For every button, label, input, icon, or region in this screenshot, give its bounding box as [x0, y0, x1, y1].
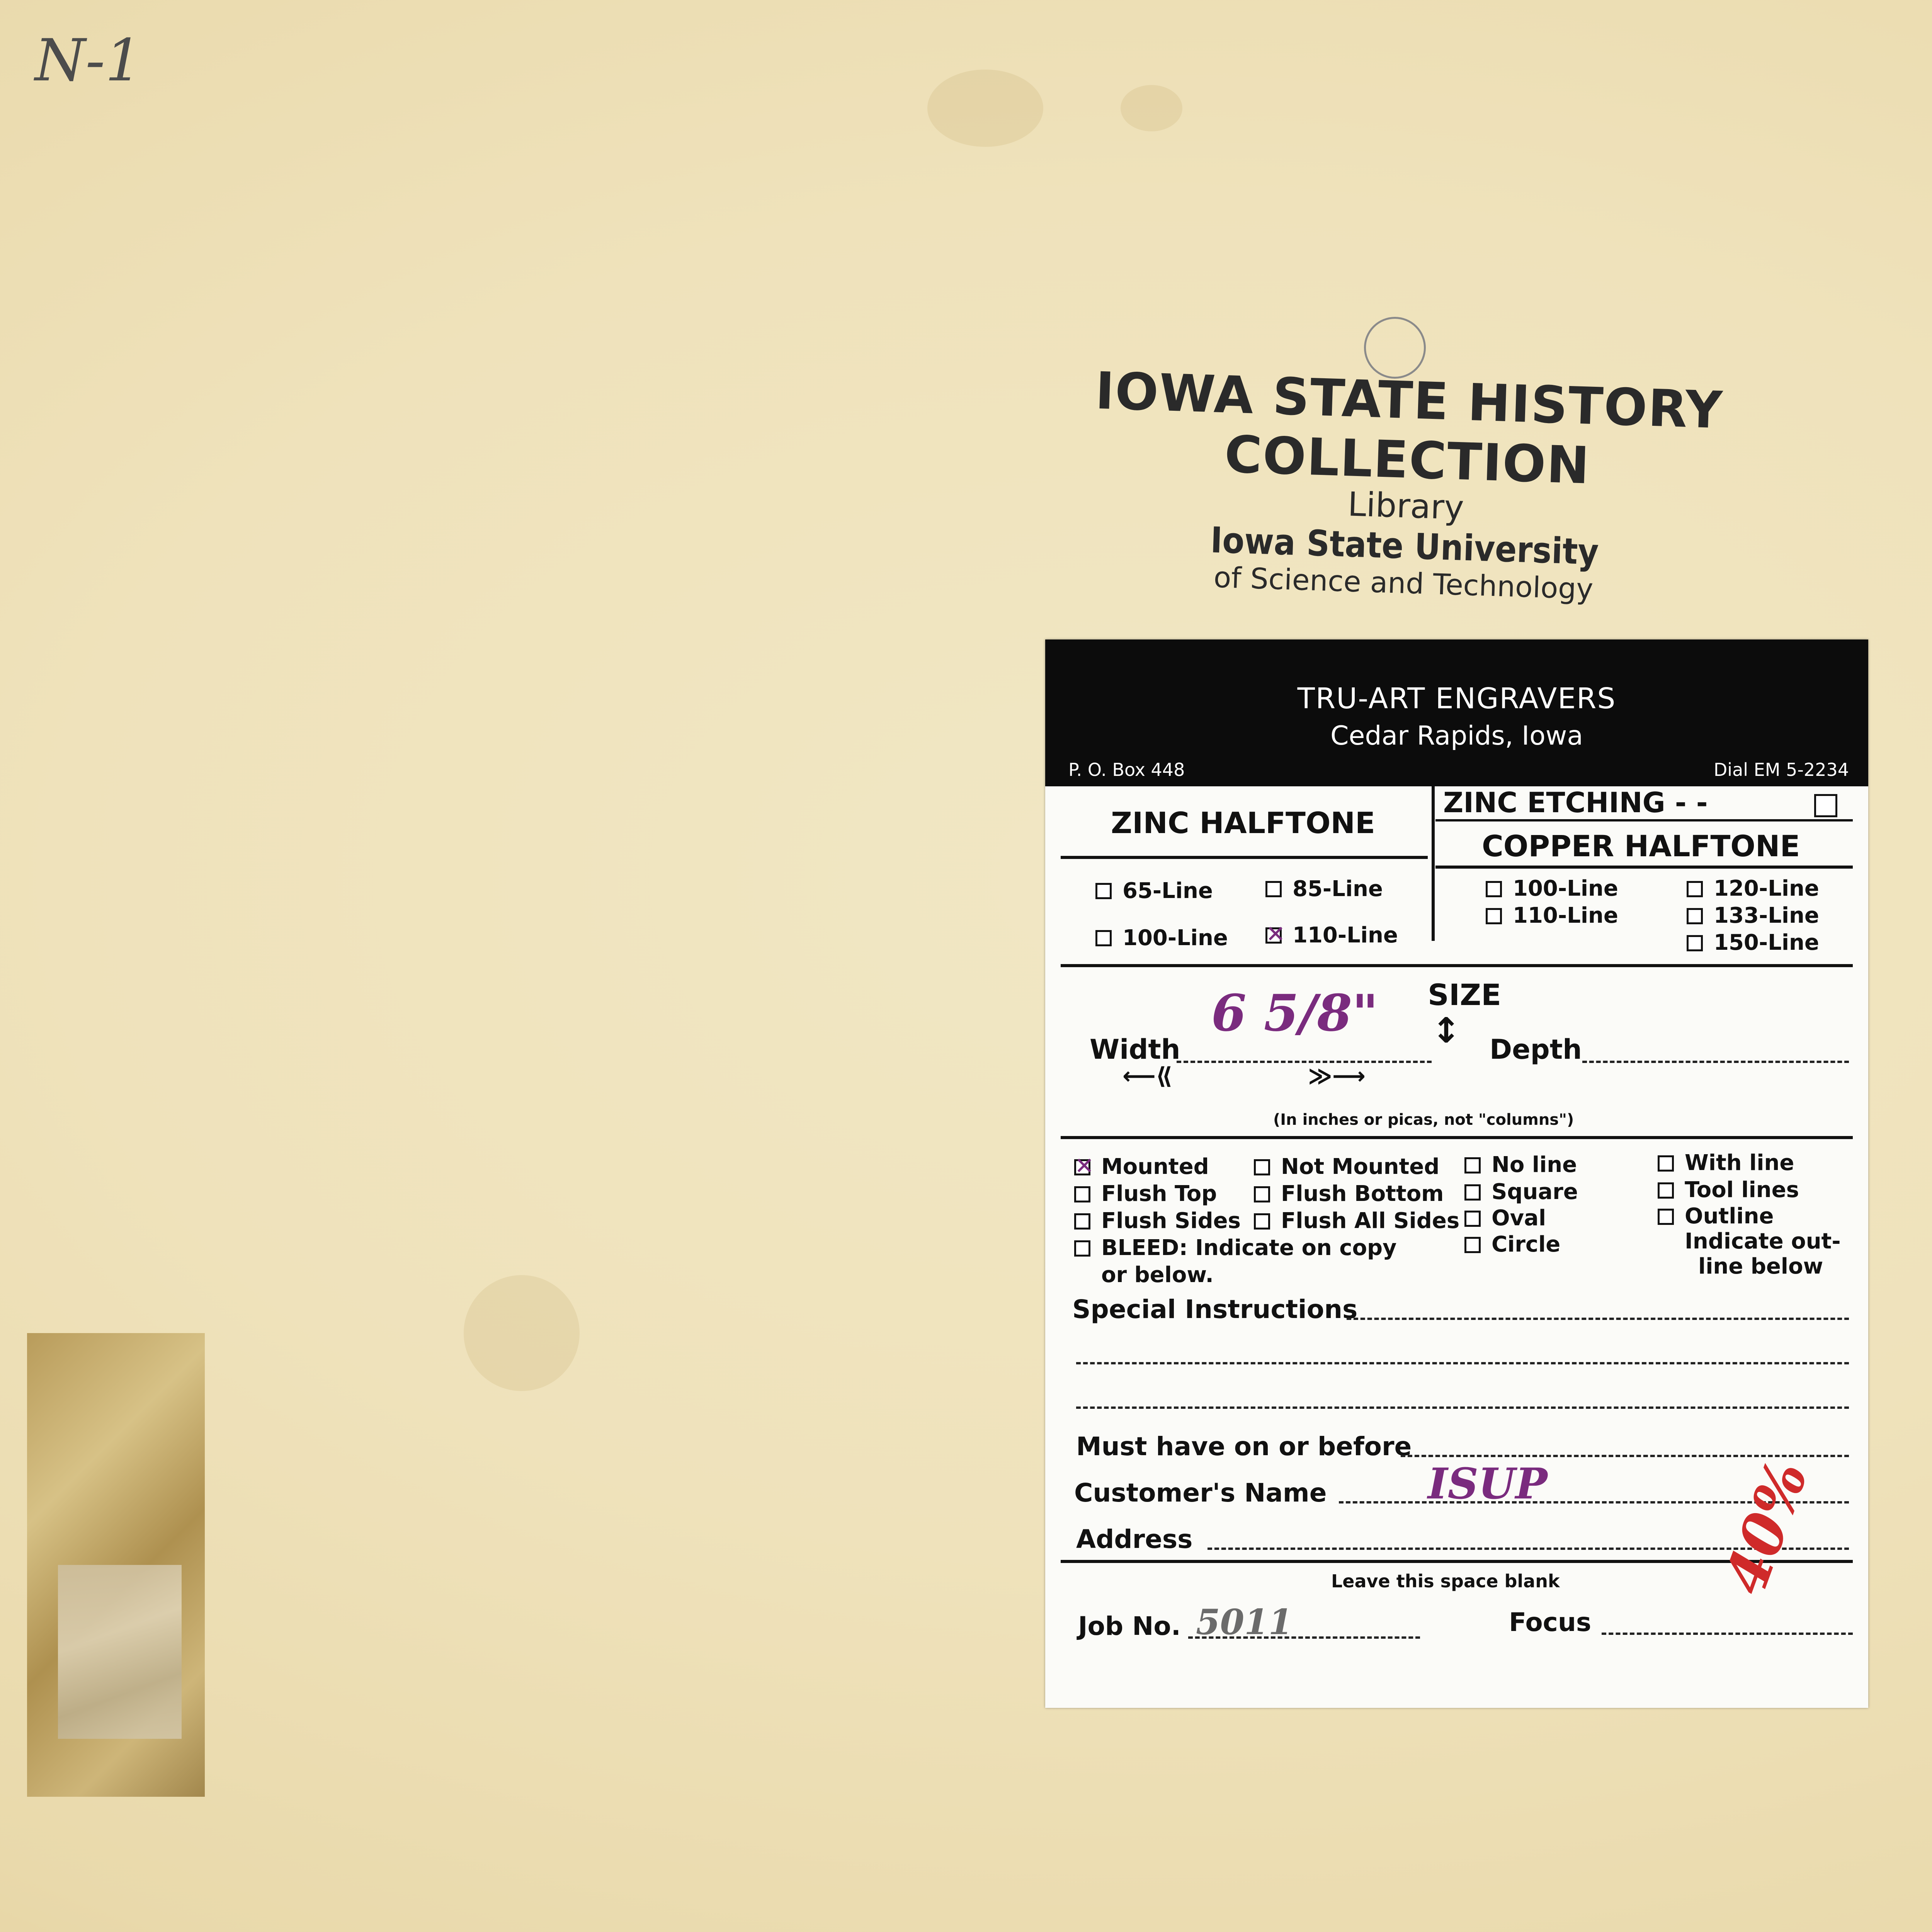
job-number-value: 5011 [1196, 1602, 1293, 1643]
tape-left-residue [58, 1565, 182, 1739]
zinc-halftone-title: ZINC HALFTONE [1111, 806, 1375, 840]
divider [1432, 786, 1435, 941]
left-arrow-icon: ⟵⟪ [1122, 1063, 1173, 1090]
checkbox-outline[interactable] [1658, 1209, 1674, 1225]
must-have-line[interactable] [1401, 1455, 1849, 1457]
label-120-line: 120-Line [1714, 876, 1819, 901]
checkbox-copper-110-line[interactable] [1486, 908, 1502, 924]
checkbox-square[interactable] [1464, 1184, 1481, 1201]
checkbox-85-line[interactable] [1265, 881, 1282, 897]
label-flush-top: Flush Top [1101, 1181, 1217, 1206]
leave-blank-note: Leave this space blank [1331, 1571, 1560, 1592]
label-flush-all-sides: Flush All Sides [1281, 1208, 1460, 1233]
right-arrow-icon: ≫⟶ [1308, 1063, 1366, 1090]
special-instructions-label: Special Instructions [1072, 1294, 1358, 1324]
label-85-line: 85-Line [1293, 876, 1383, 901]
address-label: Address [1076, 1524, 1193, 1554]
checkbox-not-mounted[interactable] [1254, 1159, 1270, 1175]
checkbox-flush-sides[interactable] [1074, 1213, 1090, 1230]
customer-name-value: ISUP [1428, 1459, 1548, 1509]
checkbox-with-line[interactable] [1658, 1155, 1674, 1172]
library-stamp [986, 358, 1827, 613]
po-box: P. O. Box 448 [1068, 759, 1185, 780]
depth-line [1582, 1061, 1849, 1063]
divider [1435, 866, 1853, 869]
width-line [1177, 1061, 1432, 1063]
label-133-line: 133-Line [1714, 903, 1819, 928]
checkbox-flush-top[interactable] [1074, 1186, 1090, 1202]
label-circle: Circle [1492, 1232, 1561, 1257]
focus-label: Focus [1509, 1607, 1592, 1637]
zinc-etching-title: ZINC ETCHING - - [1443, 786, 1708, 819]
checkbox-bleed[interactable] [1074, 1240, 1090, 1257]
engraver-order-card [1045, 639, 1868, 1708]
checkbox-flush-bottom[interactable] [1254, 1186, 1270, 1202]
small-circle-mark [1364, 317, 1426, 379]
divider [1061, 964, 1853, 967]
label-tool-lines: Tool lines [1685, 1177, 1799, 1202]
label-mounted: Mounted [1101, 1154, 1209, 1179]
paper-stain [464, 1275, 580, 1391]
card-header [1045, 639, 1868, 786]
divider [1435, 819, 1853, 821]
depth-label: Depth [1490, 1034, 1582, 1065]
width-label: Width [1090, 1034, 1180, 1065]
must-have-label: Must have on or before [1076, 1432, 1412, 1461]
customer-name-label: Customer's Name [1074, 1478, 1327, 1508]
checkbox-65-line[interactable] [1095, 883, 1112, 899]
label-flush-sides: Flush Sides [1101, 1208, 1241, 1233]
label-bleed: BLEED: Indicate on copy [1101, 1235, 1397, 1260]
special-instructions-line[interactable] [1076, 1362, 1849, 1364]
paper-stain [1121, 85, 1182, 131]
checkbox-zinc-etching[interactable] [1814, 794, 1837, 817]
label-no-line: No line [1492, 1152, 1577, 1177]
label-150-line: 150-Line [1714, 930, 1819, 955]
checkbox-flush-all-sides[interactable] [1254, 1213, 1270, 1230]
label-110-line: 110-Line [1293, 923, 1398, 948]
focus-line[interactable] [1602, 1633, 1853, 1635]
width-value: 6 5/8" [1211, 983, 1378, 1043]
checkbox-tool-lines[interactable] [1658, 1182, 1674, 1199]
label-oval: Oval [1492, 1206, 1546, 1231]
stamp-line-3: Iowa State University [1210, 519, 1599, 573]
size-title: SIZE [1428, 978, 1502, 1012]
checkbox-100-line[interactable] [1095, 930, 1112, 946]
label-outline-note-2: line below [1698, 1254, 1823, 1279]
stamp-line-4: of Science and Technology [1213, 561, 1594, 606]
size-note: (In inches or picas, not "columns") [1273, 1111, 1574, 1129]
divider [1061, 1136, 1853, 1139]
divider [1061, 856, 1428, 859]
label-65-line: 65-Line [1122, 878, 1213, 903]
company-name: TRU-ART ENGRAVERS [1297, 682, 1616, 715]
checkbox-110-line-checked[interactable] [1265, 927, 1282, 944]
company-city: Cedar Rapids, Iowa [1330, 721, 1583, 751]
copper-halftone-title: COPPER HALFTONE [1482, 829, 1800, 863]
special-instructions-line[interactable] [1076, 1406, 1849, 1409]
label-square: Square [1492, 1179, 1578, 1204]
corner-note: N-1 [35, 27, 142, 94]
checkbox-no-line[interactable] [1464, 1157, 1481, 1173]
label-copper-100-line: 100-Line [1513, 876, 1618, 901]
checkbox-120-line[interactable] [1687, 881, 1703, 897]
stamp-line-1: IOWA STATE HISTORY COLLECTION [1094, 361, 1724, 496]
job-number-label: Job No. [1078, 1611, 1181, 1641]
label-outline-note-1: Indicate out- [1685, 1229, 1841, 1254]
label-100-line: 100-Line [1122, 925, 1228, 951]
checkbox-133-line[interactable] [1687, 908, 1703, 924]
vertical-arrow-icon: ↕ [1432, 1010, 1461, 1051]
label-flush-bottom: Flush Bottom [1281, 1181, 1444, 1206]
checkbox-circle[interactable] [1464, 1237, 1481, 1253]
focus-value: 40% [1711, 1452, 1821, 1603]
checkbox-150-line[interactable] [1687, 935, 1703, 951]
label-with-line: With line [1685, 1150, 1794, 1175]
checkbox-oval[interactable] [1464, 1211, 1481, 1227]
phone-dial: Dial EM 5-2234 [1713, 759, 1849, 780]
stamp-line-2: Library [1347, 485, 1465, 527]
label-not-mounted: Not Mounted [1281, 1154, 1440, 1179]
checkbox-mounted-checked[interactable] [1074, 1159, 1090, 1175]
label-outline: Outline [1685, 1204, 1774, 1229]
label-bleed-tail: or below. [1101, 1262, 1214, 1287]
label-copper-110-line: 110-Line [1513, 903, 1618, 928]
paper-stain [927, 70, 1043, 147]
checkbox-copper-100-line[interactable] [1486, 881, 1502, 897]
special-instructions-line[interactable] [1347, 1318, 1849, 1320]
